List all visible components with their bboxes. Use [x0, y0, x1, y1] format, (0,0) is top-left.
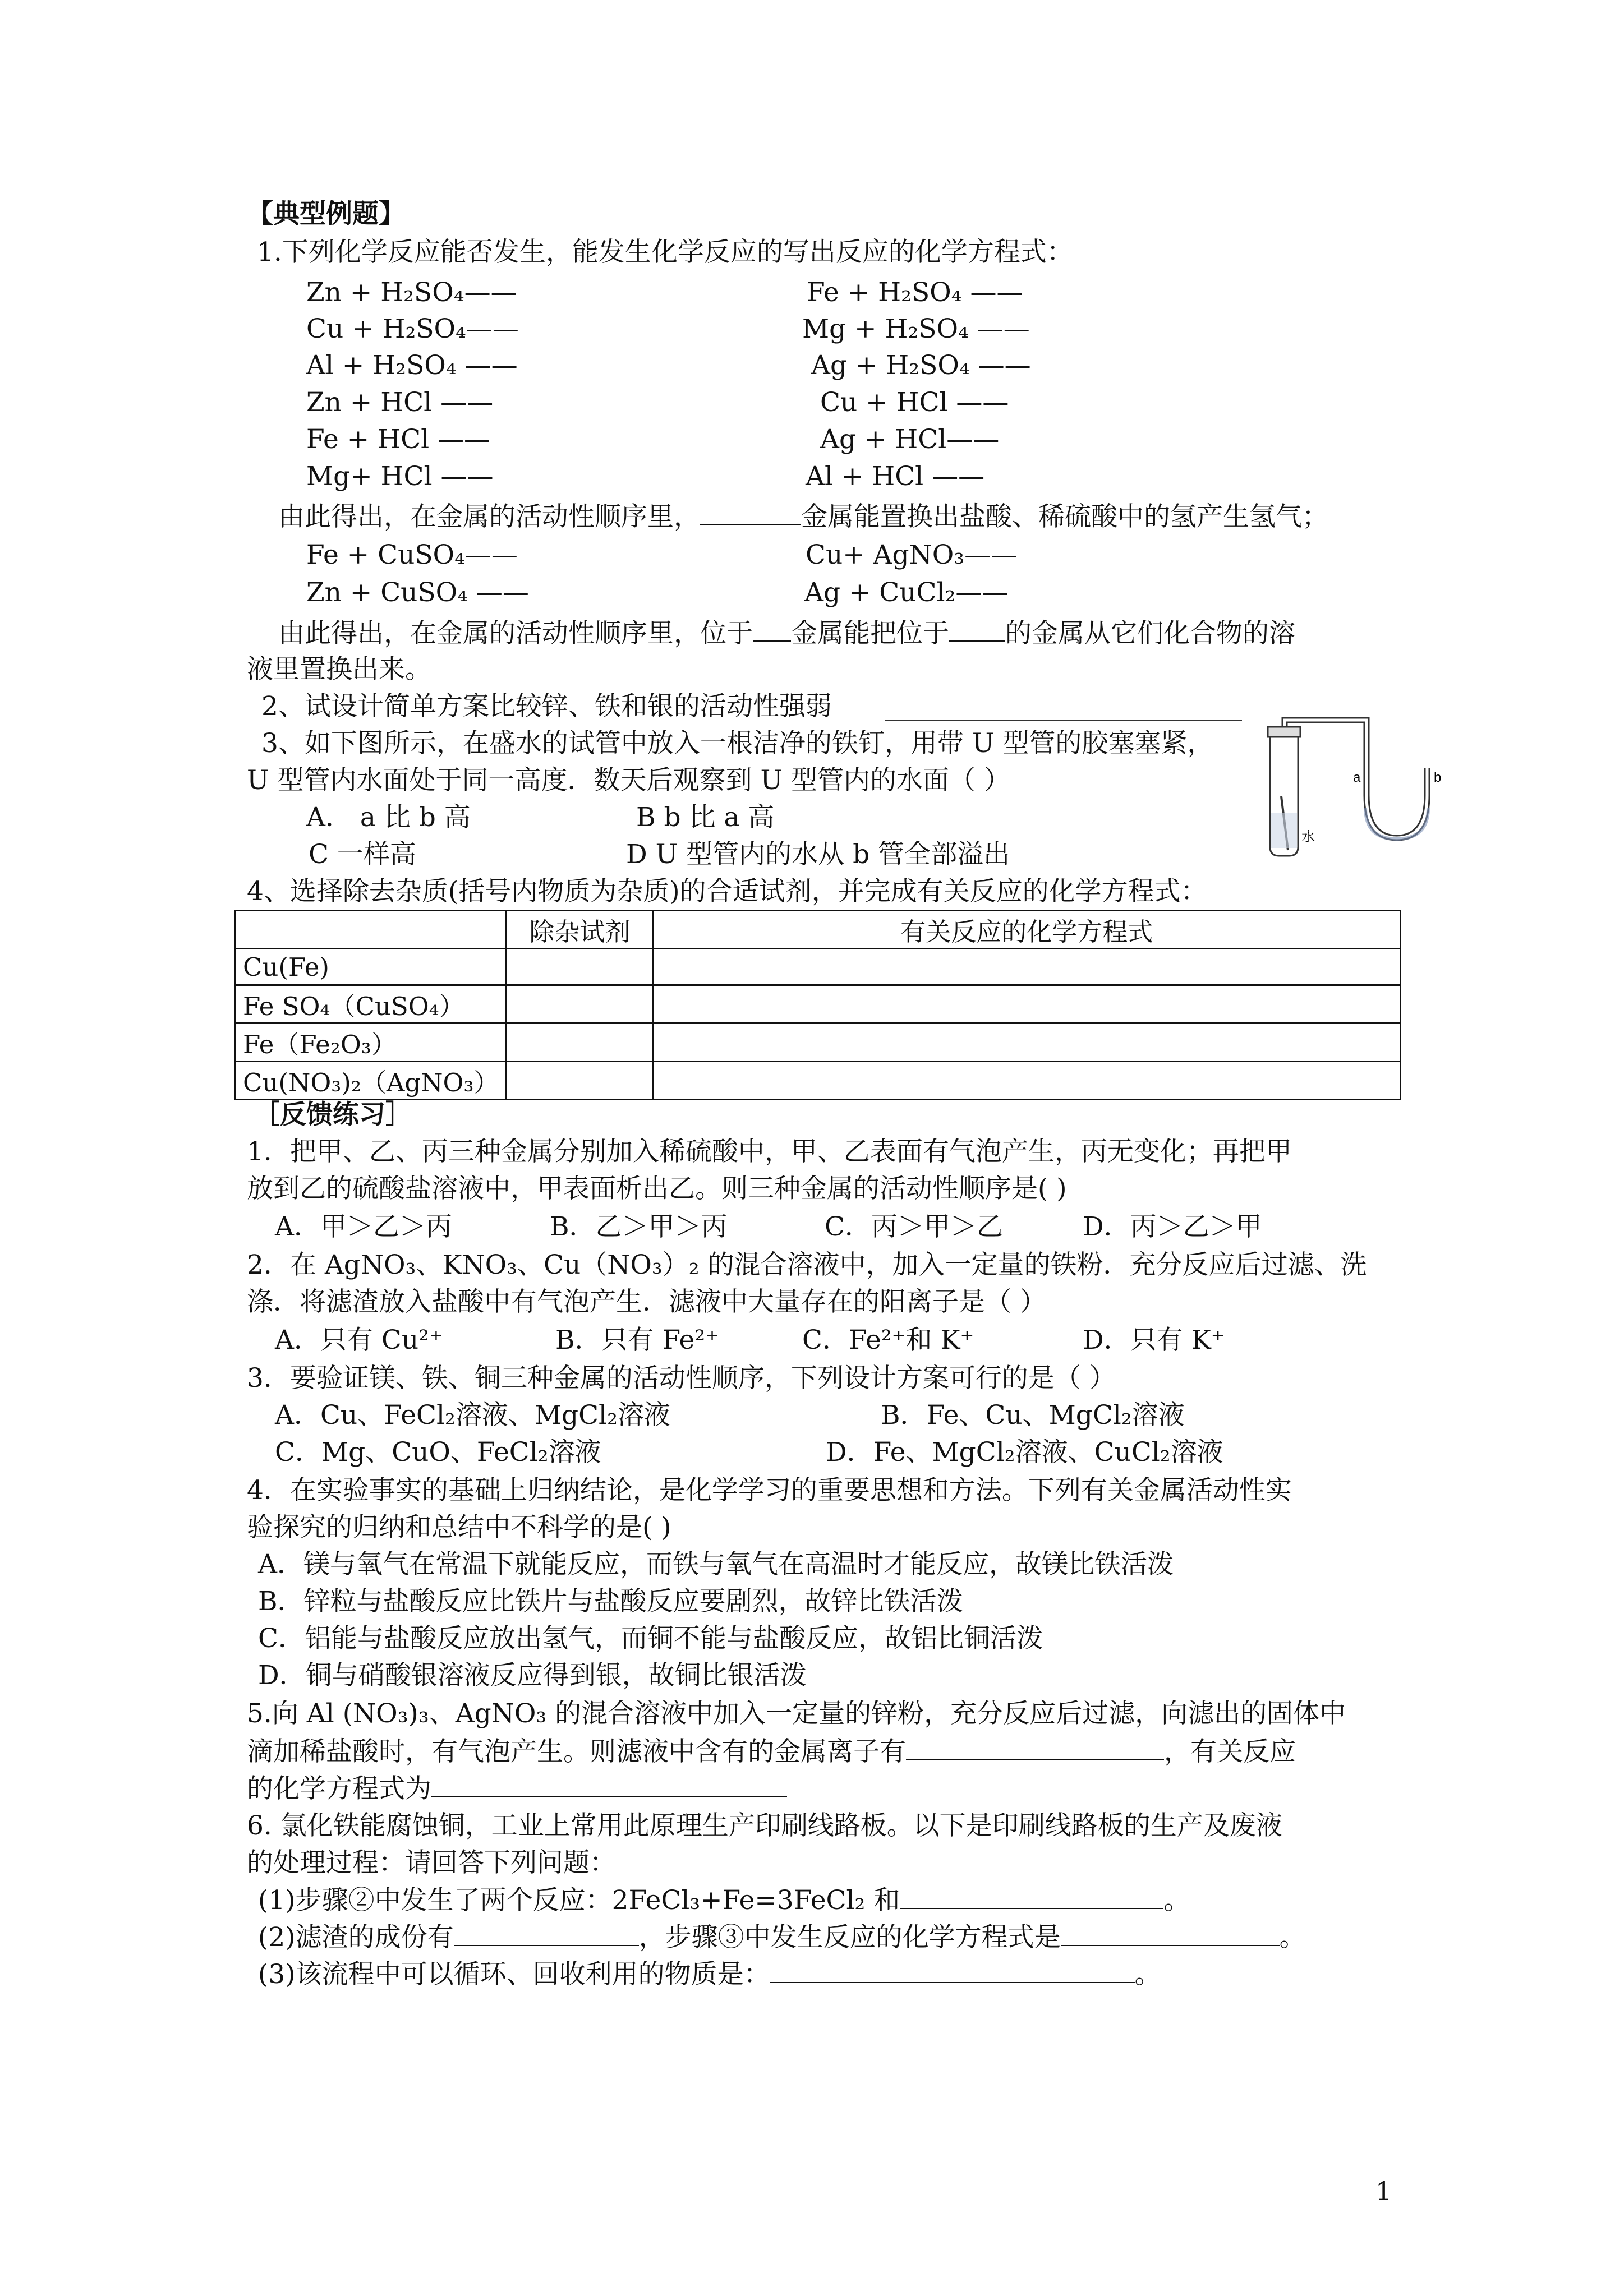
page-number: 1 — [1375, 2176, 1392, 2206]
p2-option-c[interactable]: C．Fe²⁺和 K⁺ — [802, 1325, 974, 1356]
blank-conclusion1[interactable] — [700, 499, 801, 525]
blank-p6-residue[interactable] — [454, 1920, 639, 1946]
q3-option-d[interactable]: D U 型管内的水从 b 管全部溢出 — [626, 839, 1010, 870]
blank-p6-step3-equation[interactable] — [1061, 1920, 1280, 1946]
reaction2-left-2: Zn + CuSO₄ —— — [306, 577, 529, 608]
q3-option-a[interactable]: A． a 比 b 高 — [306, 802, 471, 833]
blank-conclusion2-b[interactable] — [949, 616, 1005, 642]
p4-option-b[interactable]: B．锌粒与盐酸反应比铁片与盐酸反应要剧烈，故锌比铁活泼 — [258, 1586, 963, 1617]
reaction2-right-1: Cu+ AgNO₃—— — [806, 540, 1018, 570]
table-row — [236, 985, 1401, 1023]
p2-line2: 涤．将滤渣放入盐酸中有气泡产生．滤液中大量存在的阳离子是（ ） — [247, 1287, 1046, 1317]
label-a: a — [1353, 770, 1361, 785]
reaction-left-2: Cu + H₂SO₄—— — [306, 313, 519, 344]
q3-line1: 3、如下图所示，在盛水的试管中放入一根洁净的铁钉，用带 U 型管的胶塞塞紧， — [261, 728, 1214, 759]
reaction-right-4: Cu + HCl —— — [820, 387, 1009, 418]
p2-line1: 2．在 AgNO₃、KNO₃、Cu（NO₃）₂ 的混合溶液中，加入一定量的铁粉．充分反应后过滤、洗 — [247, 1250, 1367, 1280]
p3-option-b[interactable]: B．Fe、Cu、MgCl₂溶液 — [881, 1400, 1185, 1431]
q4-text: 4、选择除去杂质(括号内物质为杂质)的合适试剂，并完成有关反应的化学方程式： — [247, 876, 1207, 907]
label-water: 水 — [1301, 829, 1315, 845]
conclusion-2-cont: 液里置换出来。 — [247, 654, 431, 685]
table-row — [236, 949, 1401, 985]
reaction-right-5: Ag + HCl—— — [820, 424, 1000, 455]
reaction-left-1: Zn + H₂SO₄—— — [306, 277, 517, 308]
p2-option-d[interactable]: D．只有 K⁺ — [1083, 1325, 1225, 1356]
blank-p6-recyclable[interactable] — [770, 1957, 1135, 1983]
q2-text: 2、试设计简单方案比较锌、铁和银的活动性强弱 — [261, 691, 832, 722]
reaction2-left-1: Fe + CuSO₄—— — [306, 540, 518, 570]
table-row — [236, 1062, 1401, 1100]
p5-line3: 的化学方程式为 — [247, 1771, 787, 1806]
p1-option-b[interactable]: B．乙＞甲＞丙 — [550, 1211, 728, 1242]
table-cell-equation[interactable] — [653, 985, 1401, 1023]
table-cell-equation[interactable] — [653, 949, 1401, 985]
reaction-right-6: Al + HCl —— — [806, 461, 985, 492]
reaction-right-1: Fe + H₂SO₄ —— — [807, 277, 1023, 308]
p3-option-d[interactable]: D．Fe、MgCl₂溶液、CuCl₂溶液 — [826, 1437, 1223, 1468]
blank-p6-sub1[interactable] — [900, 1883, 1163, 1909]
impurity-removal-table — [234, 910, 1401, 1100]
table-cell-reagent[interactable] — [507, 1062, 653, 1100]
reaction-left-6: Mg+ HCl —— — [306, 461, 494, 492]
table-cell-substance: Fe（Fe₂O₃） — [236, 1023, 507, 1062]
table-cell-equation[interactable] — [653, 1023, 1401, 1062]
p4-line2: 验探究的归纳和总结中不科学的是( ) — [247, 1512, 671, 1543]
table-row — [236, 1023, 1401, 1062]
table-header-reagent: 除杂试剂 — [507, 911, 653, 949]
p6-sub3: (3)该流程中可以循环、回收利用的物质是： 。 — [258, 1957, 1161, 1991]
p5-line2: 滴加稀盐酸时，有气泡产生。则滤液中含有的金属离子有 ，有关反应 — [247, 1734, 1296, 1769]
blank-p5-equation[interactable] — [431, 1771, 787, 1797]
reaction2-right-2: Ag + CuCl₂—— — [804, 577, 1009, 608]
table-cell-reagent[interactable] — [507, 1023, 653, 1062]
water-in-test-tube — [1271, 813, 1297, 848]
reaction-right-2: Mg + H₂SO₄ —— — [802, 313, 1030, 344]
q3-line2: U 型管内水面处于同一高度．数天后观察到 U 型管内的水面（ ） — [247, 765, 1010, 796]
q2-answer-line[interactable] — [885, 720, 1242, 721]
section-heading-feedback: ［反馈练习］ — [254, 1099, 412, 1130]
p1-option-d[interactable]: D．丙＞乙＞甲 — [1083, 1211, 1262, 1242]
table-cell-equation[interactable] — [653, 1062, 1401, 1100]
conclusion-2: 由此得出，在金属的活动性顺序里，位于 金属能把位于 的金属从它们化合物的溶 — [278, 616, 1295, 651]
table-cell-reagent[interactable] — [507, 985, 653, 1023]
table-header-equation: 有关反应的化学方程式 — [653, 911, 1401, 949]
u-tube-diagram — [1262, 712, 1475, 858]
p4-line1: 4．在实验事实的基础上归纳结论，是化学学习的重要思想和方法。下列有关金属活动性实 — [247, 1475, 1292, 1506]
p6-line2: 的处理过程：请回答下列问题： — [247, 1847, 616, 1878]
p1-line1: 1．把甲、乙、丙三种金属分别加入稀硫酸中，甲、乙表面有气泡产生，丙无变化；再把甲 — [247, 1136, 1292, 1167]
reaction-left-4: Zn + HCl —— — [306, 387, 494, 418]
p2-option-a[interactable]: A．只有 Cu²⁺ — [275, 1325, 443, 1356]
q3-option-c[interactable]: C 一样高 — [309, 839, 416, 870]
reaction-right-3: Ag + H₂SO₄ —— — [811, 350, 1031, 381]
p1-option-a[interactable]: A．甲＞乙＞丙 — [275, 1211, 452, 1242]
p3-option-a[interactable]: A．Cu、FeCl₂溶液、MgCl₂溶液 — [275, 1400, 670, 1431]
label-b: b — [1434, 770, 1442, 785]
p3-option-c[interactable]: C．Mg、CuO、FeCl₂溶液 — [275, 1437, 601, 1468]
p6-sub1: (1)步骤②中发生了两个反应：2FeCl₃+Fe=3FeCl₂ 和 。 — [258, 1883, 1190, 1917]
section-heading-examples: 【典型例题】 — [247, 199, 405, 229]
p4-option-a[interactable]: A．镁与氧气在常温下就能反应，而铁与氧气在高温时才能反应，故镁比铁活泼 — [258, 1549, 1174, 1580]
p6-sub2: (2)滤渣的成份有 ，步骤③中发生反应的化学方程式是 。 — [258, 1920, 1306, 1954]
p4-option-c[interactable]: C．铝能与盐酸反应放出氢气，而铜不能与盐酸反应，故铝比铜活泼 — [258, 1623, 1043, 1654]
conclusion-1: 由此得出，在金属的活动性顺序里， 金属能置换出盐酸、稀硫酸中的氢产生氢气； — [278, 499, 1328, 534]
blank-conclusion2-a[interactable] — [753, 616, 791, 642]
p1-option-c[interactable]: C．丙＞甲＞乙 — [825, 1211, 1003, 1242]
p2-option-b[interactable]: B．只有 Fe²⁺ — [555, 1325, 719, 1356]
table-cell-reagent[interactable] — [507, 949, 653, 985]
blank-metal-ions[interactable] — [906, 1734, 1164, 1760]
p3-line1: 3．要验证镁、铁、铜三种金属的活动性顺序，下列设计方案可行的是（ ） — [247, 1363, 1116, 1394]
q1-prompt: 1.下列化学反应能否发生，能发生化学反应的写出反应的化学方程式： — [257, 237, 1073, 268]
table-cell-substance: Fe SO₄（CuSO₄） — [236, 985, 507, 1023]
p1-line2: 放到乙的硫酸盐溶液中，甲表面析出乙。则三种金属的活动性顺序是( ) — [247, 1173, 1067, 1204]
reaction-left-5: Fe + HCl —— — [306, 424, 491, 455]
table-cell-substance: Cu(Fe) — [236, 949, 507, 985]
table-header-substance — [236, 911, 507, 949]
table-header-row — [236, 911, 1401, 949]
p4-option-d[interactable]: D．铜与硝酸银溶液反应得到银，故铜比银活泼 — [258, 1660, 807, 1691]
p5-line1: 5.向 Al (NO₃)₃、AgNO₃ 的混合溶液中加入一定量的锌粉，充分反应后过滤，向滤出的固体中 — [247, 1698, 1346, 1729]
p6-line1: 6. 氯化铁能腐蚀铜，工业上常用此原理生产印刷线路板。以下是印刷线路板的生产及废液 — [247, 1810, 1282, 1841]
reaction-left-3: Al + H₂SO₄ —— — [306, 350, 518, 381]
table-cell-substance: Cu(NO₃)₂（AgNO₃） — [236, 1062, 507, 1100]
q3-option-b[interactable]: B b 比 a 高 — [636, 802, 775, 833]
